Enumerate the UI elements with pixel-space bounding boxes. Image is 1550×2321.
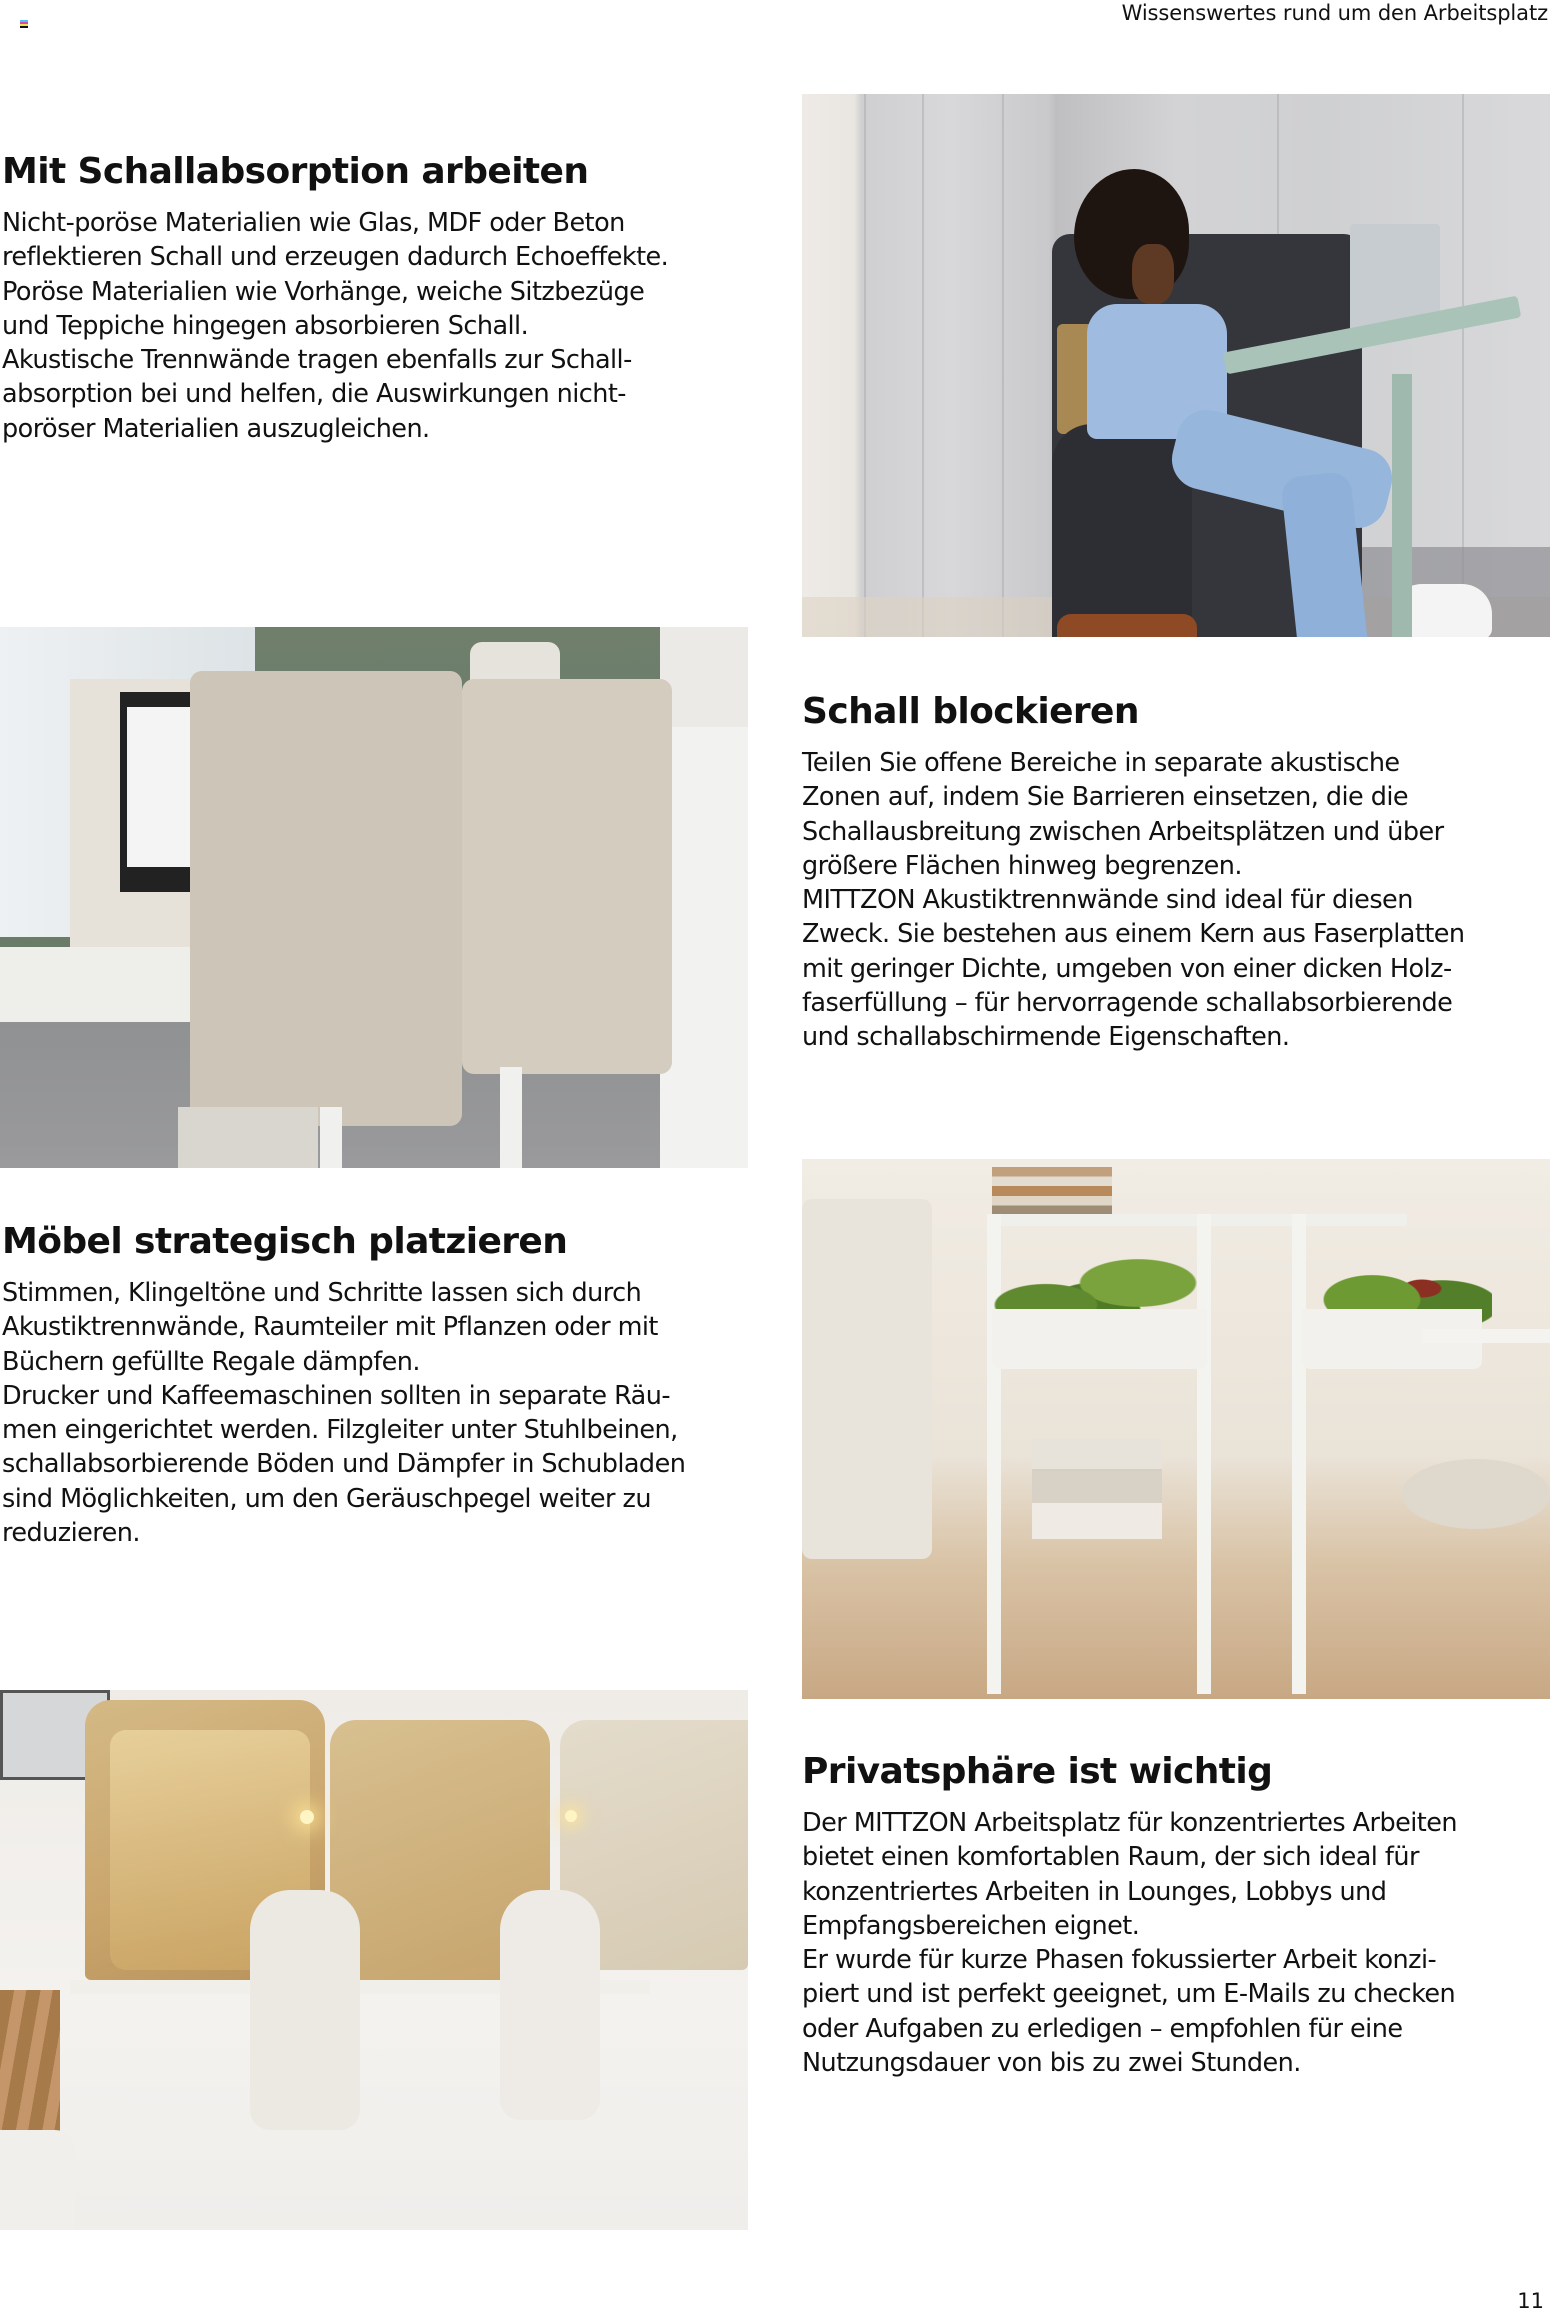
section-privatsphaere [802,1750,1550,2080]
running-header: Wissenswertes rund um den Arbeitsplatz [1121,1,1548,25]
photo-focus-workstations [0,1690,748,2230]
section-title: Möbel strategisch platzieren [2,1221,568,1262]
section-title: Mit Schallabsorption arbeiten [2,151,589,192]
print-registration-mark [20,20,28,28]
section-body: Nicht-poröse Materialien wie Glas, MDF oder Beton reflektieren Schall und erzeugen dadurch Echoeffekte. Poröse Materialien wie Vorhänge, weiche Sitzbezüge und Teppiche hingegen absorbieren Schall. Akustische Trennwände tragen ebenfalls zur Schall- absorption bei und helfen, die Auswirkungen nicht- poröser Materialien auszugleichen. [2,208,669,444]
section-body: Teilen Sie offene Bereiche in separate akustische Zonen auf, indem Sie Barrieren einsetzen, die die Schallausbreitung zwischen Arbeitsplätzen und über größere Flächen hinweg begrenzen. MITTZON Akustiktrennwände sind ideal für diesen Zweck. Sie bestehen aus einem Kern aus Faserplatten mit geringer Dichte, umgeben von einer dicken Holz- faserfüllung – für hervorragende schallabsorbierende und schallabschirmende Eigenschaften. [802,748,1465,1053]
section-body: Der MITTZON Arbeitsplatz für konzentriertes Arbeiten bietet einen komfortablen Raum, der sich ideal für konzentriertes Arbeiten in Lounges, Lobbys und Empfangsbereichen eignet. Er wurde für kurze Phasen fokussierter Arbeit konzi- piert und ist perfekt geeignet, um E-Mails zu checken oder Aufgaben zu erledigen – empfohlen für eine Nutzungsdauer von bis zu zwei Stunden. [802,1808,1457,2079]
section-schallabsorption [2,150,762,446]
photo-woman-in-acoustic-booth [802,94,1550,637]
page-number: 11 [1517,2289,1544,2313]
photo-plant-shelf [802,1159,1550,1699]
section-title: Schall blockieren [802,691,1139,732]
section-moebel-platzieren [2,1220,762,1550]
section-body: Stimmen, Klingeltöne und Schritte lassen sich durch Akustiktrennwände, Raumteiler mit Pflanzen oder mit Büchern gefüllte Regale dämpfen. Drucker und Kaffeemaschinen sollten in separate Räu- men eingerichtet werden. Filzgleiter unter Stuhlbeinen, schallabsorbierende Böden und Dämpfer in Schubladen sind Möglichkeiten, um den Geräuschpegel weiter zu reduzieren. [2,1278,686,1549]
section-title: Privatsphäre ist wichtig [802,1751,1273,1792]
photo-desk-screens [0,627,748,1168]
section-schall-blockieren [802,690,1550,1055]
